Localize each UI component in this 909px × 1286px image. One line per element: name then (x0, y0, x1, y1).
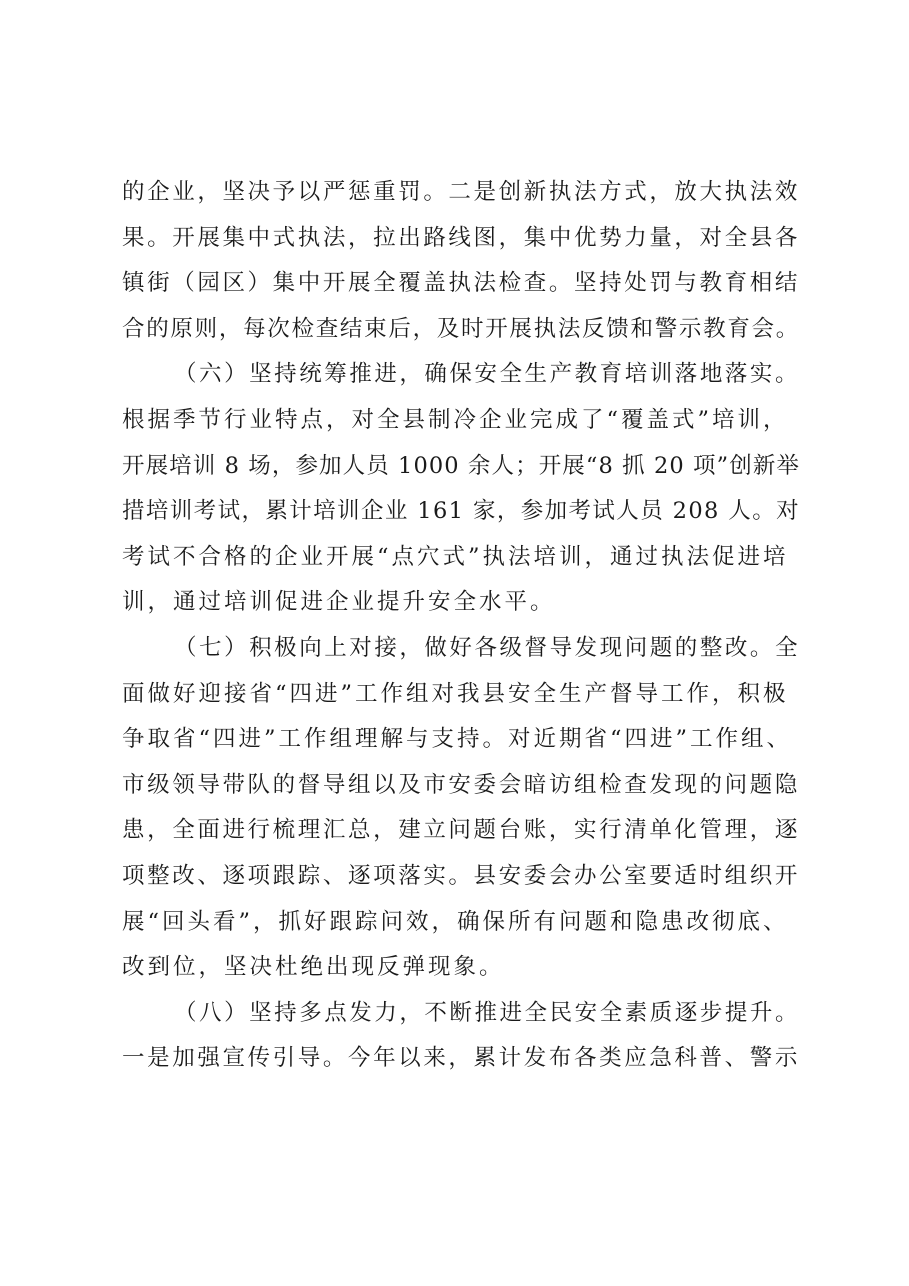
text-line: 合的原则，每次检查结束后，及时开展执法反馈和警示教育会。 (122, 315, 800, 342)
section-heading-7: （七）积极向上对接，做好各级督导发现问题的整改。全 (174, 634, 800, 661)
text-line: 的企业，坚决予以严惩重罚。二是创新执法方式，放大执法效 (122, 179, 800, 205)
document-body (122, 170, 800, 1082)
text-line: 展“回头看”，抓好跟踪问效，确保所有问题和隐患改彻底、 (122, 908, 789, 935)
text-line: 措培训考试，累计培训企业 161 家，参加考试人员 208 人。对 (122, 498, 800, 525)
section-heading-8: （八）坚持多点发力，不断推进全民安全素质逐步提升。 (174, 999, 800, 1026)
text-line: 一是加强宣传引导。今年以来，累计发布各类应急科普、警示 (122, 1045, 800, 1072)
text-line: 项整改、逐项跟踪、逐项落实。县安委会办公室要适时组织开 (122, 862, 800, 889)
text-line: 市级领导带队的督导组以及市安委会暗访组检查发现的问题隐 (122, 771, 800, 798)
text-line: 开展培训 8 场，参加人员 1000 余人；开展“8 抓 20 项”创新举 (122, 452, 800, 479)
text-line: 面做好迎接省“四进”工作组对我县安全生产督导工作，积极 (122, 680, 789, 707)
text-line: 争取省“四进”工作组理解与支持。对近期省“四进”工作组、 (122, 726, 793, 753)
section-heading-6: （六）坚持统筹推进，确保安全生产教育培训落地落实。 (174, 361, 800, 388)
text-line: 镇街（园区）集中开展全覆盖执法检查。坚持处罚与教育相结 (122, 270, 800, 297)
text-line: 根据季节行业特点，对全县制冷企业完成了“覆盖式”培训， (122, 406, 789, 433)
text-line: 训，通过培训促进企业提升安全水平。 (122, 589, 556, 616)
text-line: 改到位，坚决杜绝出现反弹现象。 (122, 954, 505, 981)
text-line: 果。开展集中式执法，拉出路线图，集中优势力量，对全县各 (122, 224, 800, 251)
text-line: 考试不合格的企业开展“点穴式”执法培训，通过执法促进培 (122, 543, 789, 570)
text-line: 患，全面进行梳理汇总，建立问题台账，实行清单化管理，逐 (122, 817, 800, 844)
